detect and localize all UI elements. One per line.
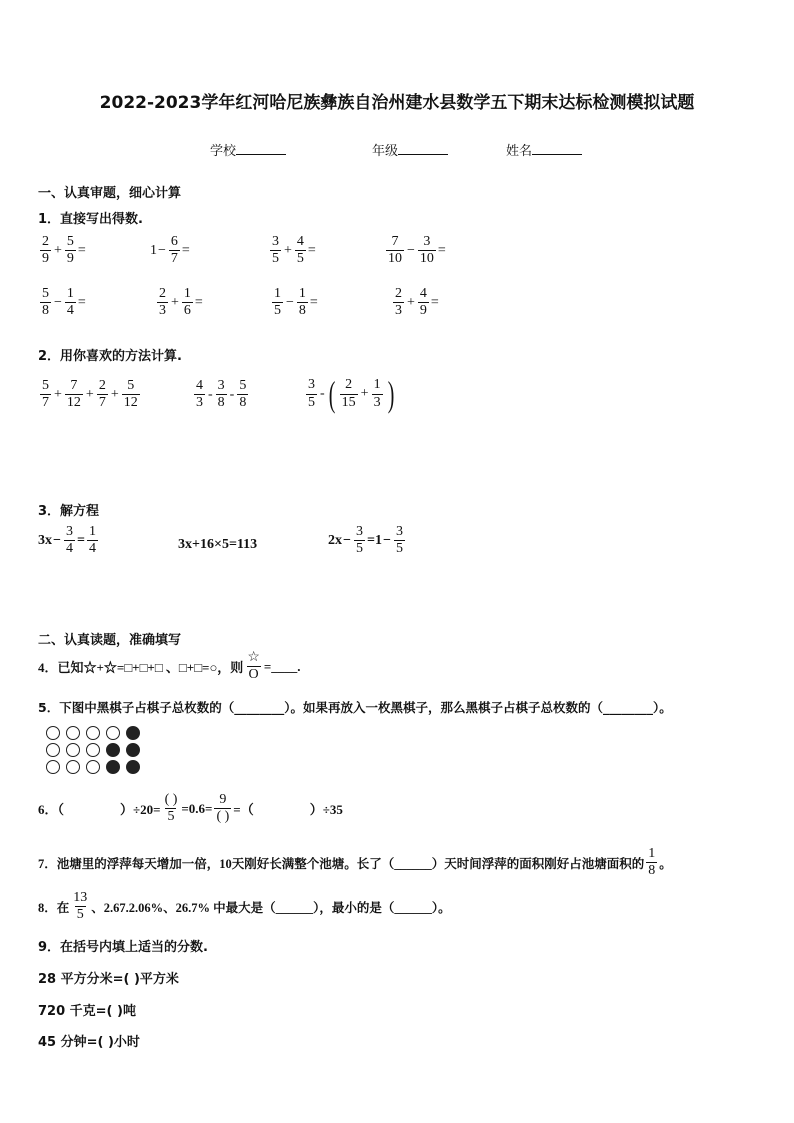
name-label: 姓名 [506,144,533,159]
name-blank[interactable] [532,154,582,155]
white-piece [86,760,100,774]
q9-label: 9．在括号内填上适当的分数. [38,940,208,955]
q1-item-2: 1 − $\frac{6}{7}$ = [150,234,190,267]
white-piece [86,743,100,757]
white-piece [66,726,80,740]
page-title: 2022-2023学年红河哈尼族彝族自治州建水县数学五下期末达标检测模拟试题 [99,93,695,113]
white-piece [46,743,60,757]
school-field[interactable] [210,140,286,159]
q2-expr-1: $\frac{5}{7}$ + $\frac{7}{12}$ + $\frac{2}{7}$ + $\frac{5}{12}$ [42,378,138,411]
q9-line-3: 45 分钟=( )小时 [38,1035,140,1050]
white-piece [106,726,120,740]
q3-equation-1: 3x − $\frac{3}{4}$ = $\frac{1}{4}$ [38,524,96,557]
chess-row-2 [46,743,146,757]
white-piece [46,760,60,774]
q4-text: 4．已知☆+☆=□+□+□ 、□+□=○，则 $\frac{☆}{O}$ =____. [38,650,301,683]
grade-field[interactable] [372,140,448,159]
white-piece [86,726,100,740]
q1-item-5: $\frac{5}{8}$ − $\frac{1}{4}$ = [42,286,86,319]
q6-text: 6．（ ）÷20= $\frac{( )}{5}$ =0.6= $\frac{9}{( )}$ =（ ）÷35 [38,792,343,825]
white-piece [46,726,60,740]
q3-label: 3．解方程 [38,504,100,519]
grade-label: 年级 [372,144,399,159]
white-piece [66,743,80,757]
q9-line-1: 28 平方分米=( )平方米 [38,972,179,987]
q1-item-6: $\frac{2}{3}$ + $\frac{1}{6}$ = [159,286,203,319]
q9-line-2: 720 千克=( )吨 [38,1004,136,1019]
q1-item-1: $\frac{2}{9}$ + $\frac{5}{9}$ = [42,234,86,267]
black-piece [126,743,140,757]
black-piece [106,743,120,757]
black-piece [106,760,120,774]
q3-equation-2: 3x+16×5=113 [178,537,258,552]
q2-expr-2: $\frac{4}{3}$ - $\frac{3}{8}$ - $\frac{5}{8}$ [196,378,247,411]
q1-label: 1．直接写出得数. [38,212,143,227]
q1-item-7: $\frac{1}{5}$ − $\frac{1}{8}$ = [274,286,318,319]
q1-item-3: $\frac{3}{5}$ + $\frac{4}{5}$ = [272,234,316,267]
section2-heading: 二、认真读题，准确填写 [38,633,182,648]
q1-item-4: $\frac{7}{10}$ − $\frac{3}{10}$ = [388,234,446,267]
school-blank[interactable] [236,154,286,155]
q2-label: 2．用你喜欢的方法计算. [38,349,182,364]
chess-grid [46,726,146,777]
black-piece [126,760,140,774]
chess-row-1 [46,726,146,740]
q7-text: 7．池塘里的浮萍每天增加一倍，10天刚好长满整个池塘。长了（______）天时间浮萍的面积刚好占池塘面积的 $\frac{1}{8}$ 。 [38,846,672,879]
black-piece [126,726,140,740]
q1-item-8: $\frac{2}{3}$ + $\frac{4}{9}$ = [395,286,439,319]
chess-row-3 [46,760,146,774]
name-field[interactable] [506,140,582,159]
white-piece [66,760,80,774]
section1-heading: 一、认真审题，细心计算 [38,186,182,201]
school-label: 学校 [210,144,237,159]
grade-blank[interactable] [398,154,448,155]
q5-text: 5．下图中黑棋子占棋子总枚数的（________）。如果再放入一枚黑棋子，那么黑棋子占棋子总枚数的（________）。 [38,700,672,715]
q2-expr-3: $\frac{3}{5}$ - ( $\frac{2}{15}$ + $\frac{1}{3}$ ) [308,374,394,414]
q3-equation-3: 2x − $\frac{3}{5}$ =1 − $\frac{3}{5}$ [328,524,403,557]
q8-text: 8．在 $\frac{13}{5}$ 、2.67.2.06%、26.7% 中最大是（______），最小的是（______）。 [38,890,451,923]
